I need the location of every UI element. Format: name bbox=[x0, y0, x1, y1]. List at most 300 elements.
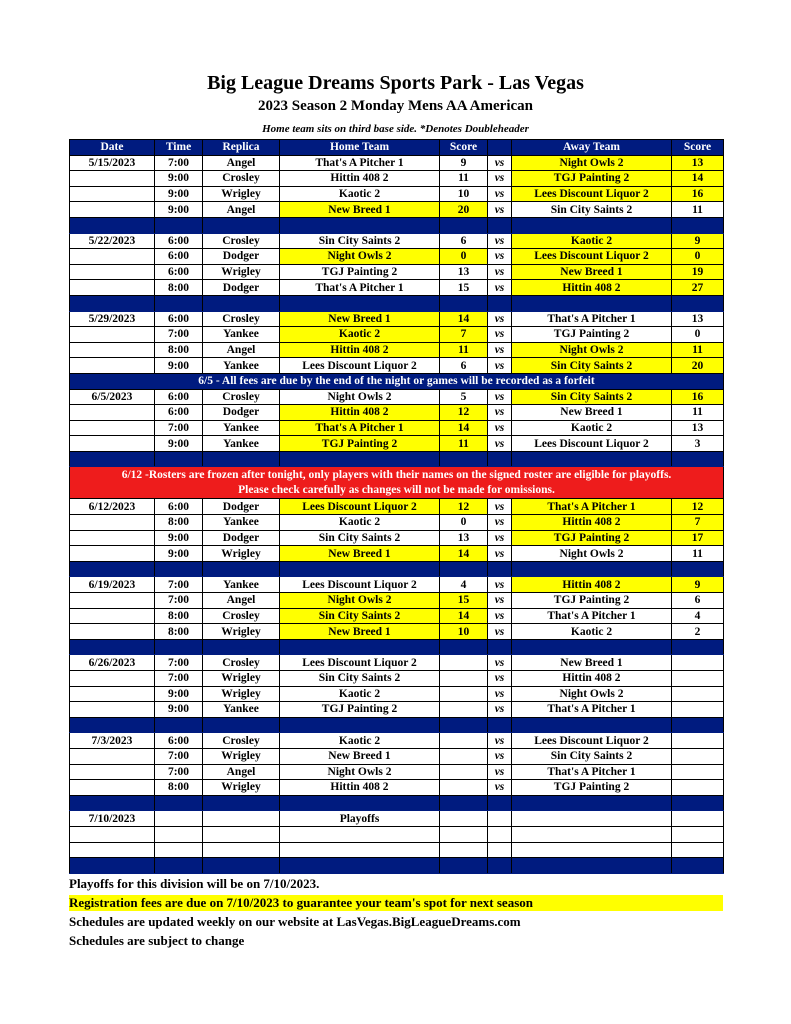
replica-cell: Wrigley bbox=[203, 624, 280, 640]
table-row bbox=[70, 593, 724, 609]
date-cell bbox=[70, 327, 155, 343]
away-team-cell: TGJ Painting 2 bbox=[512, 593, 672, 609]
date-cell bbox=[70, 171, 155, 187]
away-team-cell: Night Owls 2 bbox=[512, 686, 672, 702]
away-score-cell: 9 bbox=[672, 577, 724, 593]
section-separator bbox=[70, 639, 724, 655]
separator-cell bbox=[488, 217, 512, 233]
home-team-cell: Hittin 408 2 bbox=[280, 171, 440, 187]
replica-cell bbox=[203, 811, 280, 827]
home-score-cell: 7 bbox=[440, 327, 488, 343]
date-cell bbox=[70, 436, 155, 452]
separator-cell bbox=[70, 639, 155, 655]
away-team-cell: Kaotic 2 bbox=[512, 624, 672, 640]
time-cell: 9:00 bbox=[155, 202, 203, 218]
separator-cell bbox=[488, 795, 512, 811]
separator-cell bbox=[512, 451, 672, 467]
time-cell: 9:00 bbox=[155, 358, 203, 374]
date-cell: 6/19/2023 bbox=[70, 577, 155, 593]
time-cell: 6:00 bbox=[155, 405, 203, 421]
time-cell: 8:00 bbox=[155, 280, 203, 296]
table-row bbox=[70, 686, 724, 702]
away-score-cell bbox=[672, 686, 724, 702]
home-team-cell: Night Owls 2 bbox=[280, 249, 440, 265]
replica-cell bbox=[203, 842, 280, 858]
separator-cell bbox=[440, 639, 488, 655]
away-team-cell bbox=[512, 826, 672, 842]
away-score-cell bbox=[672, 764, 724, 780]
separator-cell bbox=[280, 217, 440, 233]
home-score-cell: 15 bbox=[440, 593, 488, 609]
separator-cell bbox=[280, 858, 440, 874]
away-score-cell bbox=[672, 842, 724, 858]
separator-cell bbox=[488, 717, 512, 733]
table-row bbox=[70, 780, 724, 796]
home-team-cell: That's A Pitcher 1 bbox=[280, 155, 440, 171]
home-score-cell: 5 bbox=[440, 389, 488, 405]
home-score-cell: 6 bbox=[440, 233, 488, 249]
separator-cell bbox=[70, 295, 155, 311]
vs-cell: vs bbox=[488, 608, 512, 624]
time-cell: 6:00 bbox=[155, 733, 203, 749]
replica-cell: Wrigley bbox=[203, 686, 280, 702]
date-cell: 5/15/2023 bbox=[70, 155, 155, 171]
away-score-cell bbox=[672, 702, 724, 718]
away-team-cell: Kaotic 2 bbox=[512, 420, 672, 436]
away-score-cell bbox=[672, 826, 724, 842]
replica-cell: Wrigley bbox=[203, 780, 280, 796]
away-score-cell: 27 bbox=[672, 280, 724, 296]
separator-cell bbox=[280, 717, 440, 733]
home-team-cell: Sin City Saints 2 bbox=[280, 608, 440, 624]
away-score-cell: 11 bbox=[672, 342, 724, 358]
section-separator bbox=[70, 717, 724, 733]
away-team-cell: TGJ Painting 2 bbox=[512, 171, 672, 187]
table-row bbox=[70, 842, 724, 858]
separator-cell bbox=[512, 858, 672, 874]
column-header-time: Time bbox=[155, 140, 203, 156]
time-cell: 9:00 bbox=[155, 436, 203, 452]
replica-cell: Angel bbox=[203, 155, 280, 171]
time-cell: 6:00 bbox=[155, 249, 203, 265]
replica-cell: Yankee bbox=[203, 702, 280, 718]
date-cell: 7/10/2023 bbox=[70, 811, 155, 827]
home-team-cell: New Breed 1 bbox=[280, 624, 440, 640]
home-score-cell: 10 bbox=[440, 186, 488, 202]
separator-cell bbox=[672, 858, 724, 874]
home-score-cell bbox=[440, 733, 488, 749]
home-score-cell: 15 bbox=[440, 280, 488, 296]
separator-cell bbox=[672, 561, 724, 577]
roster-notice-row bbox=[70, 467, 724, 499]
away-team-cell: Sin City Saints 2 bbox=[512, 748, 672, 764]
table-row bbox=[70, 358, 724, 374]
home-team-cell: Night Owls 2 bbox=[280, 593, 440, 609]
away-team-cell: Sin City Saints 2 bbox=[512, 389, 672, 405]
date-cell: 6/26/2023 bbox=[70, 655, 155, 671]
replica-cell: Yankee bbox=[203, 358, 280, 374]
home-score-cell bbox=[440, 826, 488, 842]
away-score-cell: 11 bbox=[672, 405, 724, 421]
away-score-cell: 19 bbox=[672, 264, 724, 280]
vs-cell: vs bbox=[488, 249, 512, 265]
date-cell bbox=[70, 530, 155, 546]
date-cell bbox=[70, 671, 155, 687]
away-team-cell: Kaotic 2 bbox=[512, 233, 672, 249]
home-team-cell: Hittin 408 2 bbox=[280, 342, 440, 358]
page-note: Home team sits on third base side. *Denotes Doubleheader bbox=[262, 123, 529, 135]
away-score-cell: 16 bbox=[672, 389, 724, 405]
home-score-cell: 11 bbox=[440, 342, 488, 358]
separator-cell bbox=[155, 451, 203, 467]
separator-cell bbox=[70, 451, 155, 467]
home-team-cell: Kaotic 2 bbox=[280, 686, 440, 702]
footer-registration-note: Registration fees are due on 7/10/2023 to guarantee your team's spot for next season bbox=[69, 895, 723, 911]
table-row bbox=[70, 748, 724, 764]
home-team-cell: Hittin 408 2 bbox=[280, 405, 440, 421]
date-cell: 7/3/2023 bbox=[70, 733, 155, 749]
separator-cell bbox=[672, 795, 724, 811]
replica-cell bbox=[203, 826, 280, 842]
section-separator bbox=[70, 295, 724, 311]
column-header-date: Date bbox=[70, 140, 155, 156]
home-score-cell: 12 bbox=[440, 405, 488, 421]
away-team-cell: That's A Pitcher 1 bbox=[512, 764, 672, 780]
away-team-cell: Hittin 408 2 bbox=[512, 671, 672, 687]
vs-cell: vs bbox=[488, 577, 512, 593]
table-row bbox=[70, 171, 724, 187]
schedule-table bbox=[69, 139, 724, 874]
time-cell: 7:00 bbox=[155, 748, 203, 764]
column-header-replica: Replica bbox=[203, 140, 280, 156]
home-score-cell: 12 bbox=[440, 499, 488, 515]
date-cell bbox=[70, 608, 155, 624]
away-team-cell: Lees Discount Liquor 2 bbox=[512, 733, 672, 749]
separator-cell bbox=[512, 639, 672, 655]
away-team-cell: Sin City Saints 2 bbox=[512, 202, 672, 218]
separator-cell bbox=[440, 795, 488, 811]
vs-cell: vs bbox=[488, 311, 512, 327]
date-cell: 5/29/2023 bbox=[70, 311, 155, 327]
replica-cell: Wrigley bbox=[203, 264, 280, 280]
away-score-cell: 14 bbox=[672, 171, 724, 187]
separator-cell bbox=[155, 717, 203, 733]
time-cell: 7:00 bbox=[155, 577, 203, 593]
away-team-cell: That's A Pitcher 1 bbox=[512, 499, 672, 515]
time-cell: 7:00 bbox=[155, 155, 203, 171]
home-score-cell: 10 bbox=[440, 624, 488, 640]
vs-cell: vs bbox=[488, 389, 512, 405]
separator-cell bbox=[672, 217, 724, 233]
vs-cell: vs bbox=[488, 233, 512, 249]
home-score-cell: 9 bbox=[440, 155, 488, 171]
away-score-cell: 13 bbox=[672, 420, 724, 436]
home-team-cell: Sin City Saints 2 bbox=[280, 530, 440, 546]
time-cell: 9:00 bbox=[155, 686, 203, 702]
away-team-cell: TGJ Painting 2 bbox=[512, 780, 672, 796]
separator-cell bbox=[203, 451, 280, 467]
away-score-cell: 13 bbox=[672, 311, 724, 327]
section-separator bbox=[70, 561, 724, 577]
home-team-cell: New Breed 1 bbox=[280, 202, 440, 218]
time-cell bbox=[155, 842, 203, 858]
replica-cell: Yankee bbox=[203, 327, 280, 343]
separator-cell bbox=[280, 795, 440, 811]
replica-cell: Crosley bbox=[203, 608, 280, 624]
away-score-cell: 13 bbox=[672, 155, 724, 171]
replica-cell: Yankee bbox=[203, 577, 280, 593]
away-score-cell: 17 bbox=[672, 530, 724, 546]
footer-website-note: Schedules are updated weekly on our website at LasVegas.BigLeagueDreams.com bbox=[69, 914, 521, 929]
home-team-cell bbox=[280, 826, 440, 842]
vs-cell: vs bbox=[488, 546, 512, 562]
separator-cell bbox=[203, 561, 280, 577]
replica-cell: Dodger bbox=[203, 405, 280, 421]
separator-cell bbox=[512, 561, 672, 577]
home-score-cell bbox=[440, 764, 488, 780]
vs-cell: vs bbox=[488, 764, 512, 780]
away-score-cell bbox=[672, 655, 724, 671]
date-cell bbox=[70, 780, 155, 796]
section-separator bbox=[70, 217, 724, 233]
home-team-cell: Lees Discount Liquor 2 bbox=[280, 577, 440, 593]
date-cell bbox=[70, 264, 155, 280]
away-team-cell: Hittin 408 2 bbox=[512, 577, 672, 593]
home-team-cell: Sin City Saints 2 bbox=[280, 671, 440, 687]
separator-cell bbox=[512, 795, 672, 811]
time-cell: 9:00 bbox=[155, 546, 203, 562]
time-cell: 8:00 bbox=[155, 608, 203, 624]
time-cell: 8:00 bbox=[155, 515, 203, 531]
table-row bbox=[70, 577, 724, 593]
away-score-cell: 16 bbox=[672, 186, 724, 202]
away-score-cell: 3 bbox=[672, 436, 724, 452]
away-score-cell: 0 bbox=[672, 249, 724, 265]
table-row bbox=[70, 515, 724, 531]
table-row bbox=[70, 826, 724, 842]
away-score-cell bbox=[672, 733, 724, 749]
home-team-cell: New Breed 1 bbox=[280, 748, 440, 764]
separator-cell bbox=[203, 639, 280, 655]
separator-cell bbox=[155, 295, 203, 311]
fee-notice-row bbox=[70, 373, 724, 389]
vs-cell: vs bbox=[488, 780, 512, 796]
home-team-cell: Hittin 408 2 bbox=[280, 780, 440, 796]
date-cell bbox=[70, 842, 155, 858]
date-cell bbox=[70, 186, 155, 202]
vs-cell: vs bbox=[488, 264, 512, 280]
separator-cell bbox=[155, 561, 203, 577]
separator-cell bbox=[70, 795, 155, 811]
away-team-cell: TGJ Painting 2 bbox=[512, 530, 672, 546]
fee-notice: 6/5 - All fees are due by the end of the night or games will be recorded as a forfeit bbox=[70, 373, 724, 389]
away-score-cell bbox=[672, 780, 724, 796]
date-cell bbox=[70, 593, 155, 609]
away-team-cell: Lees Discount Liquor 2 bbox=[512, 186, 672, 202]
date-cell: 6/12/2023 bbox=[70, 499, 155, 515]
date-cell bbox=[70, 420, 155, 436]
separator-cell bbox=[488, 451, 512, 467]
roster-notice-line1: 6/12 -Rosters are frozen after tonight, only players with their names on the signed roster are eligible for playoffs. bbox=[121, 468, 672, 481]
table-row bbox=[70, 280, 724, 296]
separator-cell bbox=[203, 717, 280, 733]
vs-cell: vs bbox=[488, 405, 512, 421]
separator-cell bbox=[488, 295, 512, 311]
date-cell bbox=[70, 702, 155, 718]
table-row bbox=[70, 530, 724, 546]
home-score-cell: 14 bbox=[440, 311, 488, 327]
date-cell: 6/5/2023 bbox=[70, 389, 155, 405]
date-cell bbox=[70, 280, 155, 296]
home-team-cell: Kaotic 2 bbox=[280, 733, 440, 749]
away-team-cell: New Breed 1 bbox=[512, 405, 672, 421]
vs-cell: vs bbox=[488, 358, 512, 374]
home-team-cell: TGJ Painting 2 bbox=[280, 264, 440, 280]
column-header-vs bbox=[488, 140, 512, 156]
replica-cell: Angel bbox=[203, 202, 280, 218]
away-score-cell: 9 bbox=[672, 233, 724, 249]
away-team-cell bbox=[512, 811, 672, 827]
home-score-cell: 11 bbox=[440, 171, 488, 187]
away-score-cell: 7 bbox=[672, 515, 724, 531]
time-cell: 6:00 bbox=[155, 233, 203, 249]
home-score-cell bbox=[440, 686, 488, 702]
away-team-cell: That's A Pitcher 1 bbox=[512, 608, 672, 624]
home-score-cell: 13 bbox=[440, 530, 488, 546]
away-team-cell: Night Owls 2 bbox=[512, 155, 672, 171]
home-score-cell bbox=[440, 811, 488, 827]
table-row bbox=[70, 671, 724, 687]
table-row bbox=[70, 202, 724, 218]
separator-cell bbox=[203, 858, 280, 874]
time-cell: 7:00 bbox=[155, 671, 203, 687]
replica-cell: Crosley bbox=[203, 311, 280, 327]
home-team-cell: That's A Pitcher 1 bbox=[280, 420, 440, 436]
away-score-cell bbox=[672, 748, 724, 764]
home-team-cell: Kaotic 2 bbox=[280, 515, 440, 531]
vs-cell: vs bbox=[488, 733, 512, 749]
date-cell bbox=[70, 515, 155, 531]
replica-cell: Angel bbox=[203, 593, 280, 609]
home-score-cell bbox=[440, 842, 488, 858]
home-score-cell: 20 bbox=[440, 202, 488, 218]
replica-cell: Wrigley bbox=[203, 546, 280, 562]
replica-cell: Dodger bbox=[203, 249, 280, 265]
away-score-cell: 4 bbox=[672, 608, 724, 624]
date-cell bbox=[70, 249, 155, 265]
time-cell: 8:00 bbox=[155, 780, 203, 796]
column-header-away-score: Score bbox=[672, 140, 724, 156]
vs-cell: vs bbox=[488, 671, 512, 687]
table-row bbox=[70, 655, 724, 671]
column-header-home-team: Home Team bbox=[280, 140, 440, 156]
replica-cell: Dodger bbox=[203, 280, 280, 296]
separator-cell bbox=[512, 217, 672, 233]
time-cell: 9:00 bbox=[155, 530, 203, 546]
away-team-cell: That's A Pitcher 1 bbox=[512, 702, 672, 718]
separator-cell bbox=[70, 858, 155, 874]
footer-playoffs-note: Playoffs for this division will be on 7/10/2023. bbox=[69, 876, 320, 891]
home-team-cell: That's A Pitcher 1 bbox=[280, 280, 440, 296]
vs-cell: vs bbox=[488, 515, 512, 531]
table-row bbox=[70, 436, 724, 452]
table-row bbox=[70, 186, 724, 202]
date-cell: 5/22/2023 bbox=[70, 233, 155, 249]
vs-cell: vs bbox=[488, 748, 512, 764]
separator-cell bbox=[203, 795, 280, 811]
table-row bbox=[70, 608, 724, 624]
column-header-home-score: Score bbox=[440, 140, 488, 156]
away-team-cell bbox=[512, 842, 672, 858]
table-row bbox=[70, 405, 724, 421]
vs-cell: vs bbox=[488, 702, 512, 718]
replica-cell: Angel bbox=[203, 342, 280, 358]
away-score-cell: 11 bbox=[672, 546, 724, 562]
vs-cell: vs bbox=[488, 202, 512, 218]
home-score-cell bbox=[440, 780, 488, 796]
section-separator bbox=[70, 451, 724, 467]
home-score-cell bbox=[440, 748, 488, 764]
vs-cell: vs bbox=[488, 655, 512, 671]
vs-cell: vs bbox=[488, 686, 512, 702]
separator-cell bbox=[440, 561, 488, 577]
schedule-body bbox=[70, 155, 724, 873]
home-score-cell: 14 bbox=[440, 420, 488, 436]
vs-cell: vs bbox=[488, 593, 512, 609]
time-cell: 6:00 bbox=[155, 264, 203, 280]
table-row bbox=[70, 342, 724, 358]
separator-cell bbox=[155, 217, 203, 233]
separator-cell bbox=[203, 217, 280, 233]
date-cell bbox=[70, 686, 155, 702]
away-team-cell: Hittin 408 2 bbox=[512, 515, 672, 531]
separator-cell bbox=[440, 295, 488, 311]
date-cell bbox=[70, 358, 155, 374]
vs-cell bbox=[488, 811, 512, 827]
separator-cell bbox=[203, 295, 280, 311]
time-cell: 7:00 bbox=[155, 593, 203, 609]
table-row bbox=[70, 233, 724, 249]
home-team-cell: Night Owls 2 bbox=[280, 389, 440, 405]
table-row bbox=[70, 702, 724, 718]
separator-cell bbox=[488, 639, 512, 655]
away-team-cell: TGJ Painting 2 bbox=[512, 327, 672, 343]
away-score-cell: 11 bbox=[672, 202, 724, 218]
away-score-cell: 2 bbox=[672, 624, 724, 640]
home-team-cell: Lees Discount Liquor 2 bbox=[280, 655, 440, 671]
vs-cell: vs bbox=[488, 436, 512, 452]
away-score-cell: 12 bbox=[672, 499, 724, 515]
time-cell: 7:00 bbox=[155, 764, 203, 780]
separator-cell bbox=[488, 858, 512, 874]
home-team-cell: Kaotic 2 bbox=[280, 327, 440, 343]
separator-cell bbox=[70, 717, 155, 733]
separator-cell bbox=[280, 451, 440, 467]
separator-cell bbox=[672, 295, 724, 311]
home-score-cell: 14 bbox=[440, 546, 488, 562]
table-row bbox=[70, 733, 724, 749]
footer-change-note: Schedules are subject to change bbox=[69, 933, 245, 948]
home-score-cell: 4 bbox=[440, 577, 488, 593]
away-team-cell: Night Owls 2 bbox=[512, 342, 672, 358]
table-header-row bbox=[70, 140, 724, 156]
home-team-cell: Night Owls 2 bbox=[280, 764, 440, 780]
time-cell: 9:00 bbox=[155, 702, 203, 718]
away-score-cell: 6 bbox=[672, 593, 724, 609]
vs-cell: vs bbox=[488, 420, 512, 436]
separator-cell bbox=[672, 639, 724, 655]
replica-cell: Wrigley bbox=[203, 748, 280, 764]
